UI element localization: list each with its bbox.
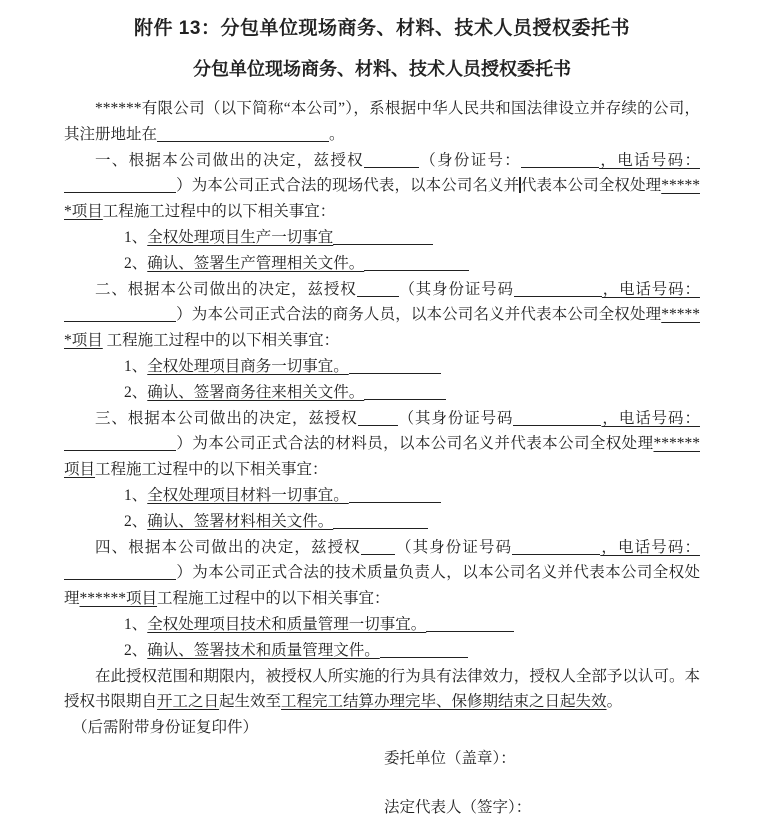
text-run: 起生效至: [219, 693, 282, 711]
underlined-text: ，电话号码：: [601, 280, 700, 298]
text-run: 一、根据本公司做出的决定，兹授权: [95, 151, 364, 169]
text-run: 代表本公司全权处理: [520, 177, 662, 195]
text-run: 2、: [124, 383, 148, 401]
blank-underline: [514, 282, 602, 297]
underlined-text: 确认、签署生产管理相关文件。: [147, 254, 365, 272]
blank-underline: [64, 565, 176, 580]
text-run: 2、: [124, 641, 148, 659]
section-3-item-1: [64, 483, 700, 509]
blank-underline: [333, 230, 433, 245]
attachment-note: [72, 715, 700, 741]
text-run: 工程施工过程中的以下相关事宜：: [102, 203, 336, 221]
underlined-text: 全权处理项目技术和质量管理一切事宜。: [147, 615, 427, 633]
underlined-text: 确认、签署商务往来相关文件。: [147, 383, 365, 401]
text-run: （身份证号：: [418, 151, 522, 169]
blank-underline: [64, 307, 176, 322]
text-run: （后需附带身份证复印件）: [72, 719, 259, 737]
document-subtitle: 分包单位现场商务、材料、技术人员授权委托书: [193, 59, 571, 79]
underlined-text: ******项目: [64, 177, 700, 221]
section-1-item-1: [64, 225, 700, 251]
blank-underline: [513, 411, 601, 426]
text-run: 四、根据本公司做出的决定，兹授权: [95, 538, 361, 556]
section-2-paragraph: [64, 277, 700, 354]
blank-underline: [349, 359, 441, 374]
blank-underline: [364, 385, 446, 400]
text-run: 1、: [124, 357, 148, 375]
document-body[interactable]: [64, 96, 700, 821]
text-run: 工程施工过程中的以下相关事宜：: [157, 590, 390, 608]
section-4-item-2: [64, 638, 700, 664]
text-run: ）为本公司正式合法的现场代表，以本公司名义并: [176, 177, 520, 195]
entrusting-unit-seal-line: [384, 746, 700, 772]
underlined-text: ，电话号码：: [599, 151, 700, 169]
underlined-text: ，电话号码：: [601, 409, 700, 427]
blank-underline: [64, 436, 176, 451]
underlined-text: 工程完工结算办理完毕、保修期结束之日起失效: [281, 693, 607, 711]
blank-underline: [357, 282, 399, 297]
intro-paragraph: [64, 96, 700, 148]
text-run: 三、根据本公司做出的决定，兹授权: [95, 409, 358, 427]
blank-underline: [521, 153, 599, 168]
text-run: 2、: [124, 512, 148, 530]
section-3-paragraph: [64, 406, 700, 483]
text-run: ******有限公司（以下简称“本公司”），系根据中华人民共和国法律设立并存续的公司，其注册地址在: [64, 100, 700, 143]
text-run: ）为本公司正式合法的技术质量负责人，以本公司名义并代表本公司全权处理: [64, 564, 700, 608]
text-run: ）为本公司正式合法的材料员，以本公司名义并代表本公司全权处理: [176, 435, 654, 453]
text-run: （其身份证号码: [397, 409, 514, 427]
text-run: 二、根据本公司做出的决定，兹授权: [95, 280, 357, 298]
section-2-item-1: [64, 354, 700, 380]
blank-underline: [349, 488, 441, 503]
section-1-item-2: [64, 251, 700, 277]
text-run: 2、: [124, 254, 148, 272]
underlined-text: ******项目: [64, 435, 700, 479]
closing-paragraph: [64, 664, 700, 716]
underlined-text: 开工之日: [157, 693, 220, 711]
text-run: ）为本公司正式合法的商务人员，以本公司名义并代表本公司全权处理: [176, 306, 662, 324]
blank-underline: [364, 153, 419, 168]
text-run: （其身份证号码: [394, 538, 513, 556]
blank-underline: [333, 514, 428, 529]
section-4-paragraph: [64, 535, 700, 612]
document-title: 附件 13：分包单位现场商务、材料、技术人员授权委托书: [134, 18, 630, 39]
blank-underline: [512, 540, 600, 555]
section-1-paragraph: [64, 148, 700, 225]
blank-underline: [64, 178, 176, 193]
text-run: 1、: [124, 615, 148, 633]
text-run: 委托单位（盖章）：: [384, 749, 516, 767]
underlined-text: ，电话号码：: [600, 538, 700, 556]
text-run: 工程施工过程中的以下相关事宜：: [95, 461, 328, 479]
section-2-item-2: [64, 380, 700, 406]
blank-underline: [361, 540, 395, 555]
blank-underline: [358, 411, 398, 426]
underlined-text: ******项目: [64, 306, 700, 350]
blank-underline: [426, 617, 514, 632]
section-4-item-1: [64, 612, 700, 638]
blank-underline: [157, 127, 329, 142]
underlined-text: ******项目: [79, 590, 158, 608]
text-run: （其身份证号码: [398, 280, 514, 298]
underlined-text: 全权处理项目材料一切事宜。: [147, 486, 349, 504]
text-run: 1、: [124, 228, 148, 246]
text-run: 1、: [124, 486, 148, 504]
underlined-text: 全权处理项目商务一切事宜。: [147, 357, 349, 375]
text-run: 工程施工过程中的以下相关事宜：: [102, 332, 340, 350]
underlined-text: 确认、签署技术和质量管理文件。: [147, 641, 380, 659]
text-run: 。: [329, 125, 345, 143]
text-run: 。: [606, 693, 623, 711]
blank-underline: [380, 643, 468, 658]
text-run: 在此授权范围和期限内，被授权人所实施的行为具有法律效力，授权人全部予以认可。本授权书限期自: [64, 667, 700, 711]
section-3-item-2: [64, 509, 700, 535]
legal-representative-signature-line: [384, 795, 700, 821]
underlined-text: 全权处理项目生产一切事宜: [147, 228, 334, 246]
text-run: 法定代表人（签字）：: [384, 798, 532, 816]
blank-underline: [364, 256, 469, 271]
underlined-text: 确认、签署材料相关文件。: [147, 512, 334, 530]
